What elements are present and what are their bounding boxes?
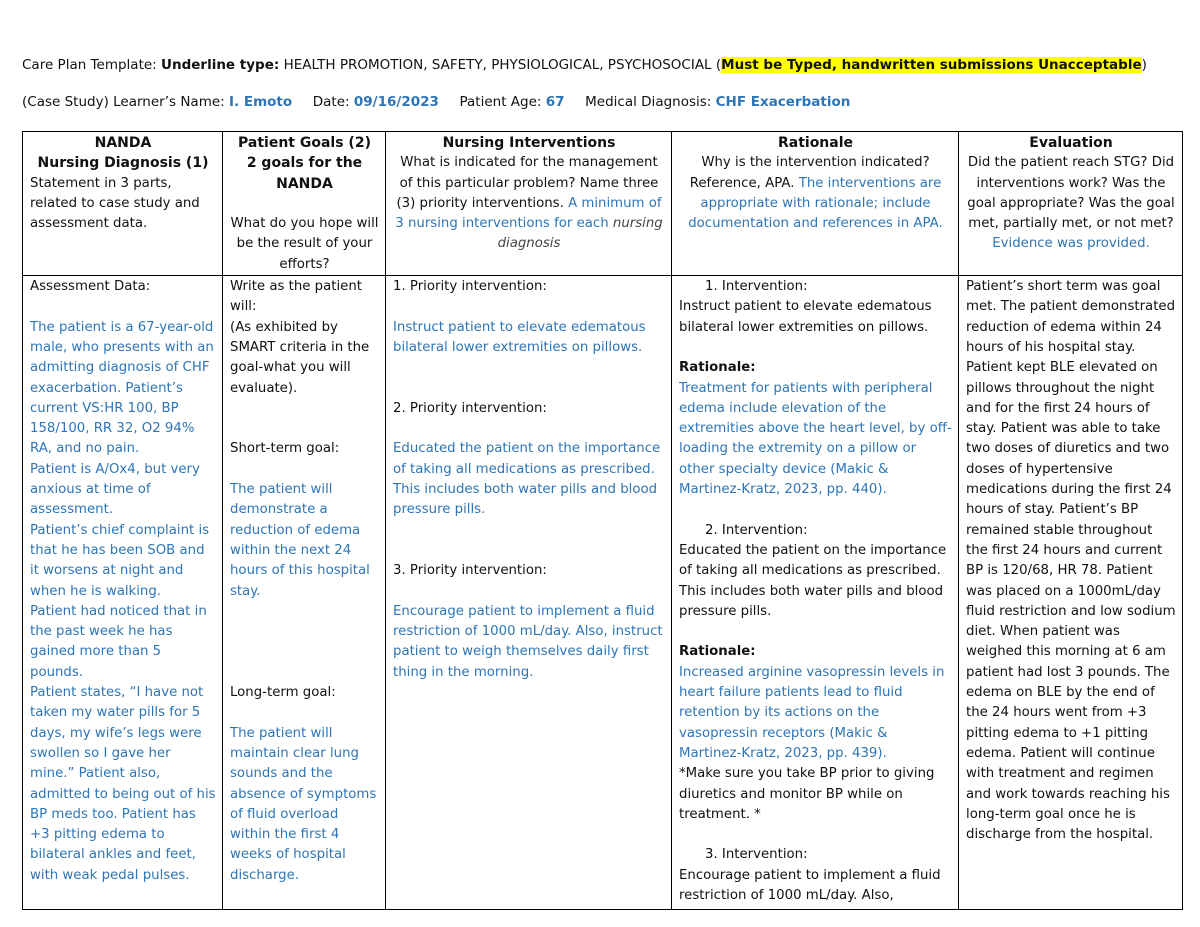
priority-2: Educated the patient on the importance of taking all medications as prescribed. This includes both water pills and blood pressure pills. (393, 441, 661, 518)
bp-note: *Make sure you take BP prior to giving diuretics and monitor BP while on treatment. * (679, 766, 935, 822)
header-row (23, 132, 1183, 276)
goals-subtitle: 2 goals for the NANDA (246, 155, 363, 192)
intervention-3-text: Encourage patient to implement a fluid restriction of 1000 mL/day. Also, (679, 867, 941, 903)
care-types: HEALTH PROMOTION, SAFETY, PHYSIOLOGICAL, PSYCHOSOCIAL (283, 57, 712, 73)
care-plan-table (22, 131, 1183, 910)
paren-close: ) (1141, 57, 1147, 73)
nanda-subtitle: Nursing Diagnosis (1) (37, 155, 209, 172)
assessment-line: Patient’s chief complaint is that he has been SOB and it worsens at night and when he is walking. (30, 522, 210, 599)
intervention-1-text: Instruct patient to elevate edematous bilateral lower extremities on pillows. (679, 299, 932, 335)
assessment-label: Assessment Data: (30, 279, 151, 295)
assessment-cell (23, 276, 223, 910)
rationale-cell (672, 276, 959, 910)
rationale-2: Increased arginine vasopressin levels in heart failure patients lead to fluid retention by its actions on the vasopressin receptors (Makic & Martinez-Kratz, 2023, pp. 439). (679, 664, 945, 761)
interventions-minimum: A minimum of 3 nursing interventions for each (395, 195, 662, 232)
date-value: 09/16/2023 (353, 94, 439, 110)
interventions-description: What is indicated for the management of this particular problem? Name three (3) priority interventions. (396, 155, 659, 211)
assessment-line: Patient had noticed that in the past week he has gained more than 5 pounds. (30, 603, 207, 680)
assessment-line: Patient is A/Ox4, but very anxious at time of assessment. (30, 461, 200, 518)
learner-info-line (22, 94, 850, 110)
priority-1-label: 1. Priority intervention: (393, 279, 547, 295)
priority-3: Encourage patient to implement a fluid restriction of 1000 mL/day. Also, instruct patient to weigh themselves daily first thing in the morning. (393, 603, 663, 680)
interventions-italic: nursing diagnosis (497, 216, 663, 252)
goals-cell (223, 276, 386, 910)
long-term-goal: The patient will maintain clear lung sounds and the absence of symptoms of fluid overload within the first 4 weeks of hospital discharge. (230, 725, 377, 883)
diagnosis-value: CHF Exacerbation (715, 94, 851, 110)
intervention-3-label: 3. Intervention: (705, 847, 808, 863)
date-label: Date: (312, 94, 350, 110)
intervention-2-label: 2. Intervention: (705, 522, 808, 538)
typed-warning: Must be Typed, handwritten submissions Unacceptable (721, 57, 1142, 73)
rationale-header (672, 132, 959, 276)
priority-2-label: 2. Priority intervention: (393, 400, 547, 416)
age-value: 67 (545, 94, 565, 110)
learner-label: (Case Study) Learner’s Name: (22, 94, 225, 110)
goals-smart: (As exhibited by SMART criteria in the goal-what you will evaluate). (230, 319, 370, 396)
evaluation-text: Patient’s short term was goal met. The patient demonstrated reduction of edema within 24 hours of his hospital stay. Patient kept BLE elevated on pillows throughout the night and for the first 24 hours of stay. Patient was able to take two doses of diuretics and two doses of hypertensive medications during the first 24 hours of stay. Patient’s BP remained stable throughout the first 24 hours and current BP is 120/68, HR 78. Patient was placed on a 1000mL/day fluid restriction and low sodium diet. When patient was weighed this morning at 6 am patient had lost 3 pounds. The edema on BLE by the end of the 24 hours went from +3 pitting edema to +1 pitting edema. Patient will continue with treatment and regimen and work towards reaching his long-term goal once he is discharge from the hospital. (966, 279, 1176, 843)
content-row (23, 276, 1183, 910)
rationale-description: Why is the intervention indicated? Reference, APA. (689, 155, 930, 191)
interventions-title: Nursing Interventions (442, 135, 616, 151)
underline-type-label: Underline type: (161, 57, 280, 73)
rationale-1-label: Rationale: (679, 360, 756, 376)
intervention-1-label: 1. Intervention: (705, 279, 808, 295)
rationale-2-label: Rationale: (679, 644, 756, 660)
nanda-header (23, 132, 223, 276)
goals-description: What do you hope will be the result of your efforts? (230, 216, 379, 272)
age-label: Patient Age: (459, 94, 542, 110)
paren-open: ( (715, 57, 722, 73)
goals-title: Patient Goals (2) (238, 135, 371, 151)
intervention-2-text: Educated the patient on the importance of taking all medications as prescribed. This includes both water pills and blood pressure pills. (679, 542, 947, 619)
diagnosis-label: Medical Diagnosis: (585, 94, 712, 110)
template-header-line (22, 57, 1147, 73)
assessment-line: The patient is a 67-year-old male, who presents with an admitting diagnosis of CHF exacerbation. Patient’s current VS:HR 100, BP 158/100, RR 32, O2 94% RA, and no pain. (30, 319, 214, 457)
learner-name: I. Emoto (229, 94, 293, 110)
evaluation-header (959, 132, 1183, 276)
priority-3-label: 3. Priority intervention: (393, 563, 547, 579)
nanda-title: NANDA (94, 135, 152, 151)
ltg-label: Long-term goal: (230, 685, 336, 701)
template-label: Care Plan Template: (22, 57, 157, 73)
priority-1: Instruct patient to elevate edematous bilateral lower extremities on pillows. (393, 319, 646, 355)
rationale-requirement: The interventions are appropriate with rationale; include documentation and references in APA. (688, 175, 943, 232)
assessment-line: Patient states, “I have not taken my water pills for 5 days, my wife’s legs were swollen so I gave her mine.” Patient also, admitted to being out of his BP meds too. Patient has +3 pitting edema to bilateral ankles and feet, with weak pedal pulses. (30, 685, 216, 883)
evaluation-description: Did the patient reach STG? Did interventions work? Was the goal appropriate? Was the goal met, partially met, or not met? (967, 155, 1175, 232)
rationale-1: Treatment for patients with peripheral edema include elevation of the extremities above the heart level, by off-loading the extremity on a pillow or other specialty device (Makic & Martinez-Kratz, 2023, pp. 440). (679, 380, 952, 498)
nanda-description: Statement in 3 parts, related to case study and assessment data. (30, 175, 200, 232)
stg-label: Short-term goal: (230, 441, 340, 457)
rationale-title: Rationale (777, 135, 854, 151)
evaluation-title: Evaluation (1029, 135, 1113, 151)
goals-header (223, 132, 386, 276)
short-term-goal: The patient will demonstrate a reduction of edema within the next 24 hours of this hospital stay. (230, 482, 370, 599)
evaluation-evidence: Evidence was provided. (992, 236, 1150, 252)
interventions-cell (386, 276, 672, 910)
evaluation-cell (959, 276, 1183, 910)
interventions-header (386, 132, 672, 276)
goals-intro: Write as the patient will: (230, 279, 363, 315)
